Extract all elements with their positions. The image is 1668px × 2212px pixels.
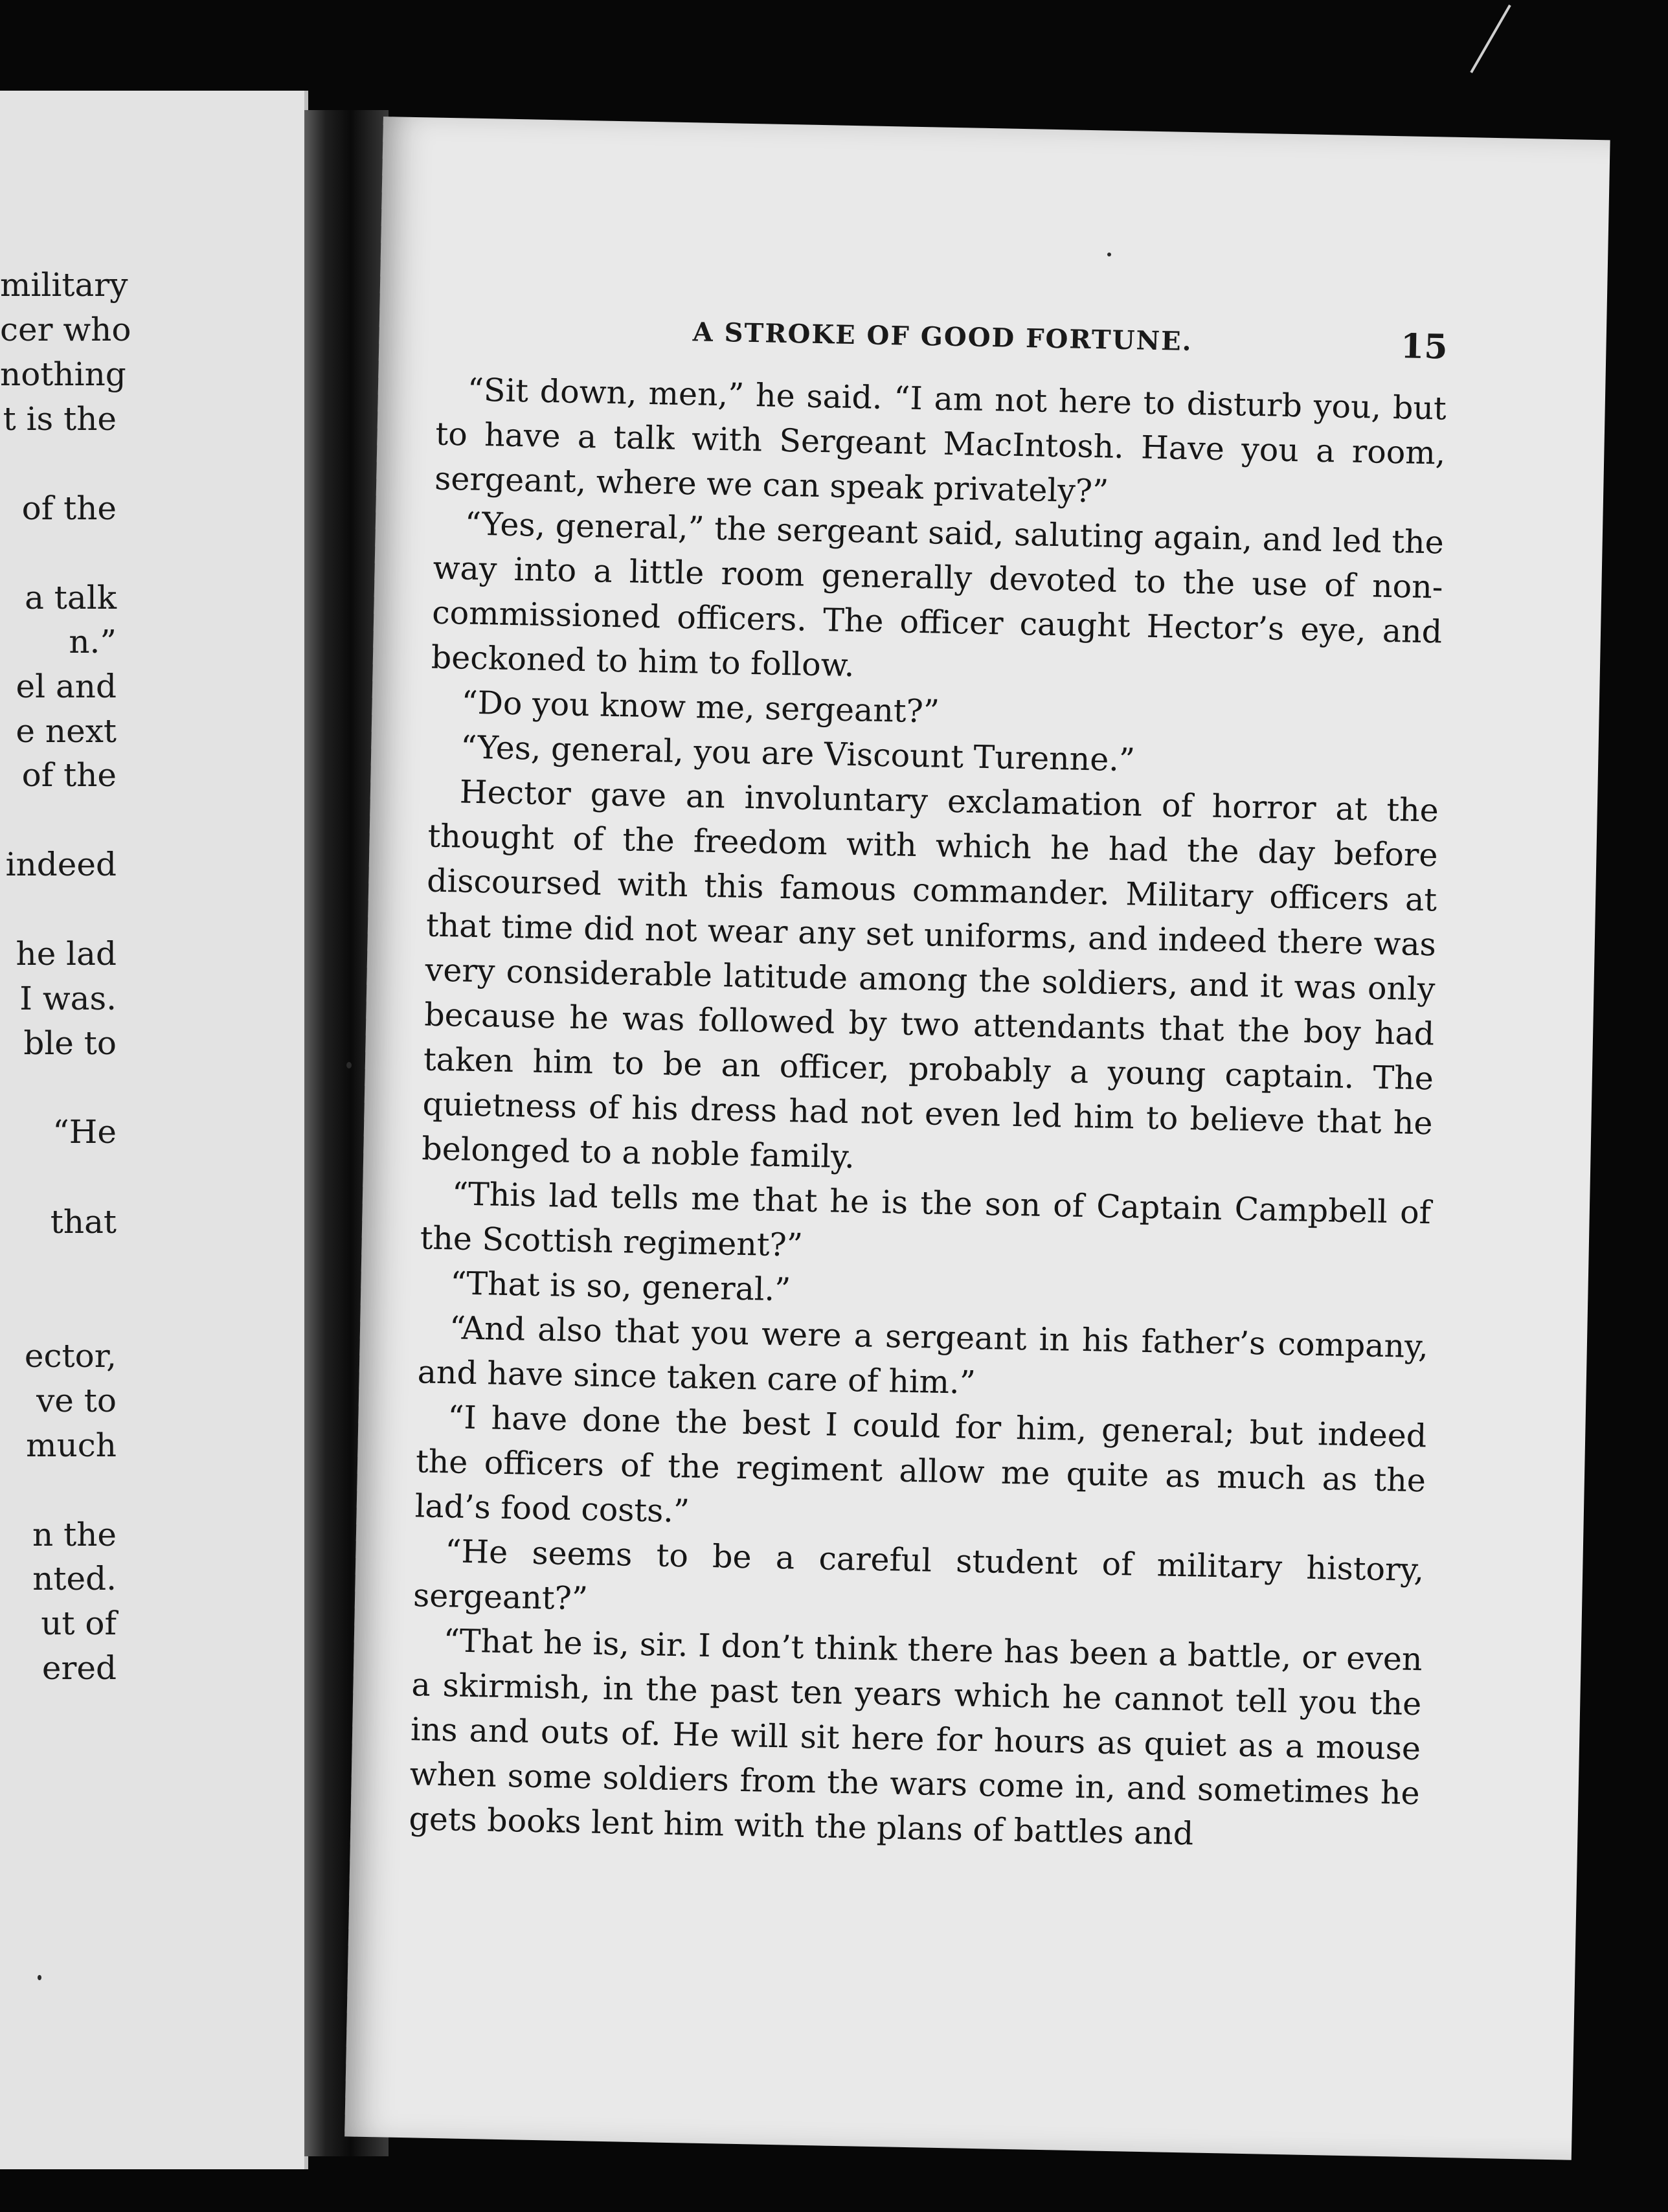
left-facing-page [0,91,308,2169]
paragraph: “He seems to be a careful student of military history, sergeant?” [412,1533,1425,1618]
left-page-fragment: t is the [3,400,117,438]
paragraph: “Sit down, men,” he said. “I am not here to disturb you, but to have a talk with Sergeant MacIntosh. Have you a room, sergeant, where we can speak privately?” [434,371,1447,510]
left-page-fragment: I was. [19,980,117,1017]
left-page-fragment: el and [16,668,117,705]
scan-speck [1107,253,1111,256]
left-page-fragment: ector, [24,1337,117,1375]
running-title: A STROKE OF GOOD FORTUNE. [692,317,1193,357]
left-page-fragment: much [26,1427,117,1464]
running-head [437,312,1448,370]
paragraph: “This lad tells me that he is the son of Captain Campbell of the Scottish regiment?” [420,1175,1432,1264]
body-text [409,367,1447,1861]
page-number: 15 [1400,326,1448,367]
paragraph: “Yes, general,” the sergeant said, saluting again, and led the way into a little room generally devoted to the use of non-commissioned officers. The officer caught Hector’s eye, and beckoned to him to follow. [431,505,1445,684]
left-page-fragment: a talk [25,579,117,616]
left-page-text-fragments [0,91,304,2169]
scan-edge-mark [1470,5,1511,73]
paragraph: “And also that you were a sergeant in his father’s company, and have since taken care of him.” [417,1309,1429,1401]
paragraph: “Do you know me, sergeant?” [461,684,940,730]
left-page-fragment: e next [16,712,117,750]
paragraph: “Yes, general, you are Viscount Turenne.” [460,728,1136,779]
left-page-fragment: that [50,1203,117,1241]
paragraph: “That he is, sir. I don’t think there has been a battle, or even a skirmish, in the past ten years which he cannot tell you the ins and outs of. He will sit here for hours as quiet as a mouse when some soldiers from the wars come in, and sometimes he gets books lent him with the plans of battles and [408,1622,1423,1853]
left-page-fragment: ble to [23,1024,117,1062]
right-page [344,117,1610,2160]
left-page-fragment: cer who [0,311,131,348]
left-page-fragment: ered [41,1649,117,1687]
left-page-fragment: of the [21,490,117,527]
left-page-fragment: nothing [0,356,126,393]
paragraph: “That is so, general.” [449,1265,791,1309]
scan-speck [346,1062,352,1068]
left-page-fragment: n the [32,1516,117,1553]
left-page-fragment: of the [21,756,117,794]
paragraph: “I have done the best I could for him, general; but indeed the officers of the regiment allow me quite as much as the lad’s food costs.” [414,1399,1427,1530]
left-page-fragment: he lad [16,935,117,973]
left-page-fragment: ut of [41,1605,117,1642]
left-page-fragment: indeed [5,846,117,883]
left-page-fragment: ve to [36,1382,117,1419]
left-page-fragment: “He [52,1113,117,1151]
paragraph: Hector gave an involuntary exclamation of horror at the thought of the freedom with which he had the day before discoursed with this famous commander. Military officers at that time did not wear any set uniforms, and indeed there was very considerable latitude among the soldiers, and it was only because he was followed by two attendants that the boy had taken him to be an officer, probably a young captain. The quietness of his dress had not even led him to believe that he belonged to a noble family. [421,773,1439,1176]
scan-speck [38,1975,41,1980]
left-page-fragment: military [0,266,128,304]
left-page-fragment: n.” [69,623,117,660]
left-page-fragment: nted. [32,1560,117,1597]
